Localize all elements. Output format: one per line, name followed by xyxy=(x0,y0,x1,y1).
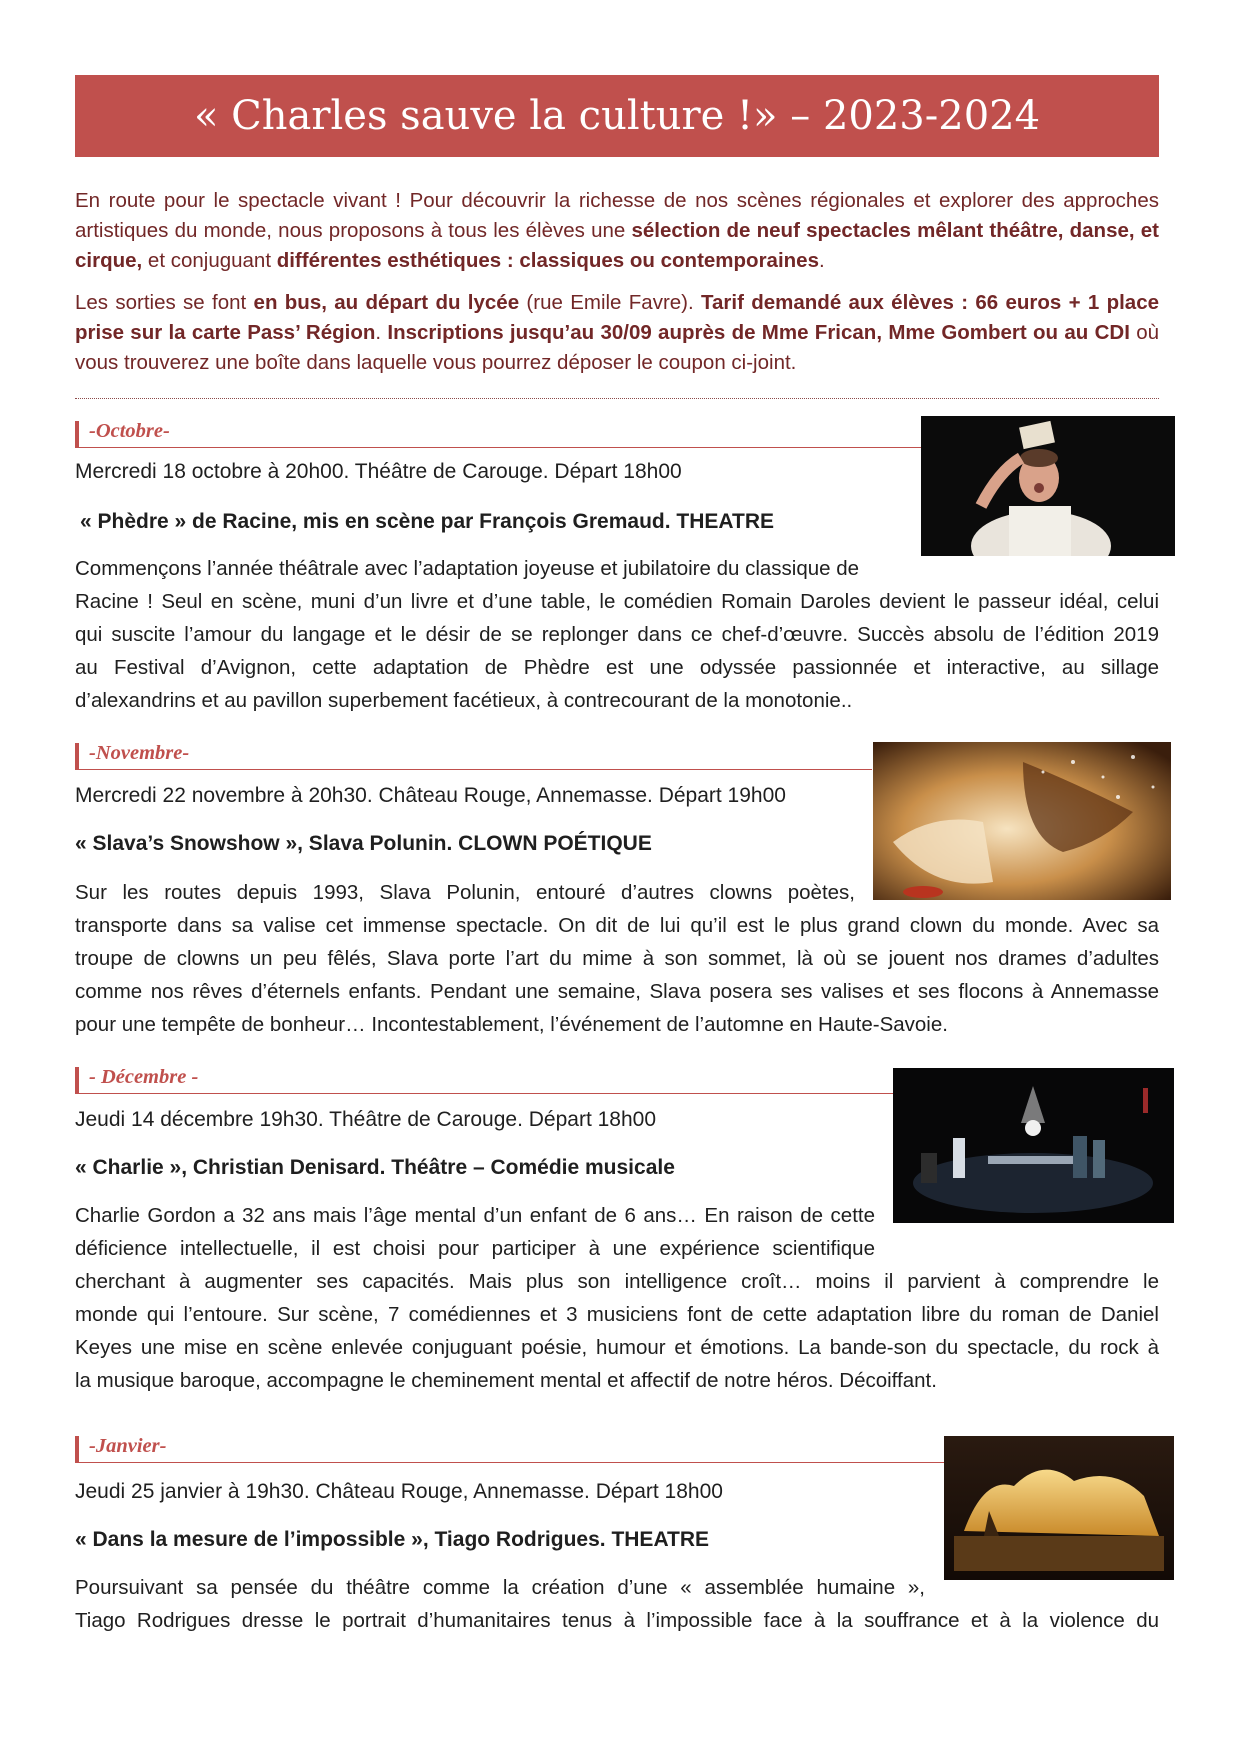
event-title: « Dans la mesure de l’impossible », Tiago Rodrigues. THEATRE xyxy=(75,1528,710,1551)
month-label: -Octobre- xyxy=(89,420,170,442)
intro-paragraph-1: En route pour le spectacle vivant ! Pour découvrir la richesse de nos scènes régionales et explorer des approches artistiques du monde, nous proposons à tous les élèves une sélection de neuf spectacles mêlant théâtre, danse, et cirque, et conjuguant différentes esthétiques : classiques ou contemporaines. xyxy=(75,189,1159,272)
month-header-novembre xyxy=(75,743,872,770)
event-photo-impossible xyxy=(944,1436,1174,1580)
event-description: Poursuivant sa pensée du théâtre comme la création d’une « assemblée humaine », Tiago Rodrigues dresse le portrait d’humanitaires tenus à l’impossible face à la souffrance et à la violence du xyxy=(75,1576,1159,1632)
month-label: -Janvier- xyxy=(89,1435,167,1457)
event-date: Jeudi 14 décembre 19h30. Théâtre de Carouge. Départ 18h00 xyxy=(75,1108,657,1131)
month-header-janvier xyxy=(75,1436,945,1463)
event-description: Commençons l’année théâtrale avec l’adaptation joyeuse et jubilatoire du classique de Racine ! Seul en scène, muni d’un livre et d’une table, le comédien Romain Daroles devient le passeur idéal, celui qui suscite l’amour du langage et le désir de se replonger dans ce chef-d’œuvre. Succès absolu de l’édition 2019 au Festival d’Avignon, cette adaptation de Phèdre est une odyssée passionnée et interactive, au sillage d’alexandrins et au pavillon superbement facétieux, à contrecourant de la monotonie.. xyxy=(75,557,1159,712)
month-header-decembre xyxy=(75,1067,899,1094)
event-photo-phedre xyxy=(921,416,1175,556)
event-description: Charlie Gordon a 32 ans mais l’âge mental d’un enfant de 6 ans… En raison de cette déficience intellectuelle, il est choisi pour participer à une expérience scientifique cherchant à augmenter ses capacités. Mais plus son intelligence croît… moins il parvient à comprendre le monde qui l’entoure. Sur scène, 7 comédiennes et 3 musiciens font de cette adaptation libre du roman de Daniel Keyes une mise en scène enlevée conjuguant poésie, humour et émotions. La bande-son du spectacle, du rock à la musique baroque, accompagne le cheminement mental et affectif de notre héros. Décoiffant. xyxy=(75,1204,1159,1392)
month-label: -Novembre- xyxy=(89,742,190,764)
event-date: Mercredi 18 octobre à 20h00. Théâtre de Carouge. Départ 18h00 xyxy=(75,460,682,483)
separator xyxy=(75,398,1159,399)
page-title: « Charles sauve la culture !» – 2023-2024 xyxy=(75,75,1159,157)
event-title: « Phèdre » de Racine, mis en scène par François Gremaud. THEATRE xyxy=(80,510,775,533)
event-date: Jeudi 25 janvier à 19h30. Château Rouge, Annemasse. Départ 18h00 xyxy=(75,1480,723,1503)
event-description: Sur les routes depuis 1993, Slava Polunin, entouré d’autres clowns poètes, transporte dans sa valise cet immense spectacle. On dit de lui qu’il est le plus grand clown du monde. Avec sa troupe de clowns un peu fêlés, Slava porte l’art du mime à son sommet, là où se jouent nos drames d’adultes comme nos rêves d’éternels enfants. Pendant une semaine, Slava posera ses valises et ses flocons à Annemasse pour une tempête de bonheur… Incontestablement, l’événement de l’automne en Haute-Savoie. xyxy=(75,881,1159,1036)
event-title: « Slava’s Snowshow », Slava Polunin. CLOWN POÉTIQUE xyxy=(75,832,652,855)
event-title: « Charlie », Christian Denisard. Théâtre – Comédie musicale xyxy=(75,1156,675,1179)
event-photo-snowshow xyxy=(873,742,1171,900)
month-label: - Décembre - xyxy=(89,1066,199,1088)
event-date: Mercredi 22 novembre à 20h30. Château Rouge, Annemasse. Départ 19h00 xyxy=(75,784,786,807)
month-header-octobre xyxy=(75,421,929,448)
event-photo-charlie xyxy=(893,1068,1174,1223)
intro-paragraph-2: Les sorties se font en bus, au départ du lycée (rue Emile Favre). Tarif demandé aux élèves : 66 euros + 1 place prise sur la carte Pass’ Région. Inscriptions jusqu’au 30/09 auprès de Mme Frican, Mme Gombert ou au CDI où vous trouverez une boîte dans laquelle vous pourrez déposer le coupon ci-joint. xyxy=(75,291,1160,374)
